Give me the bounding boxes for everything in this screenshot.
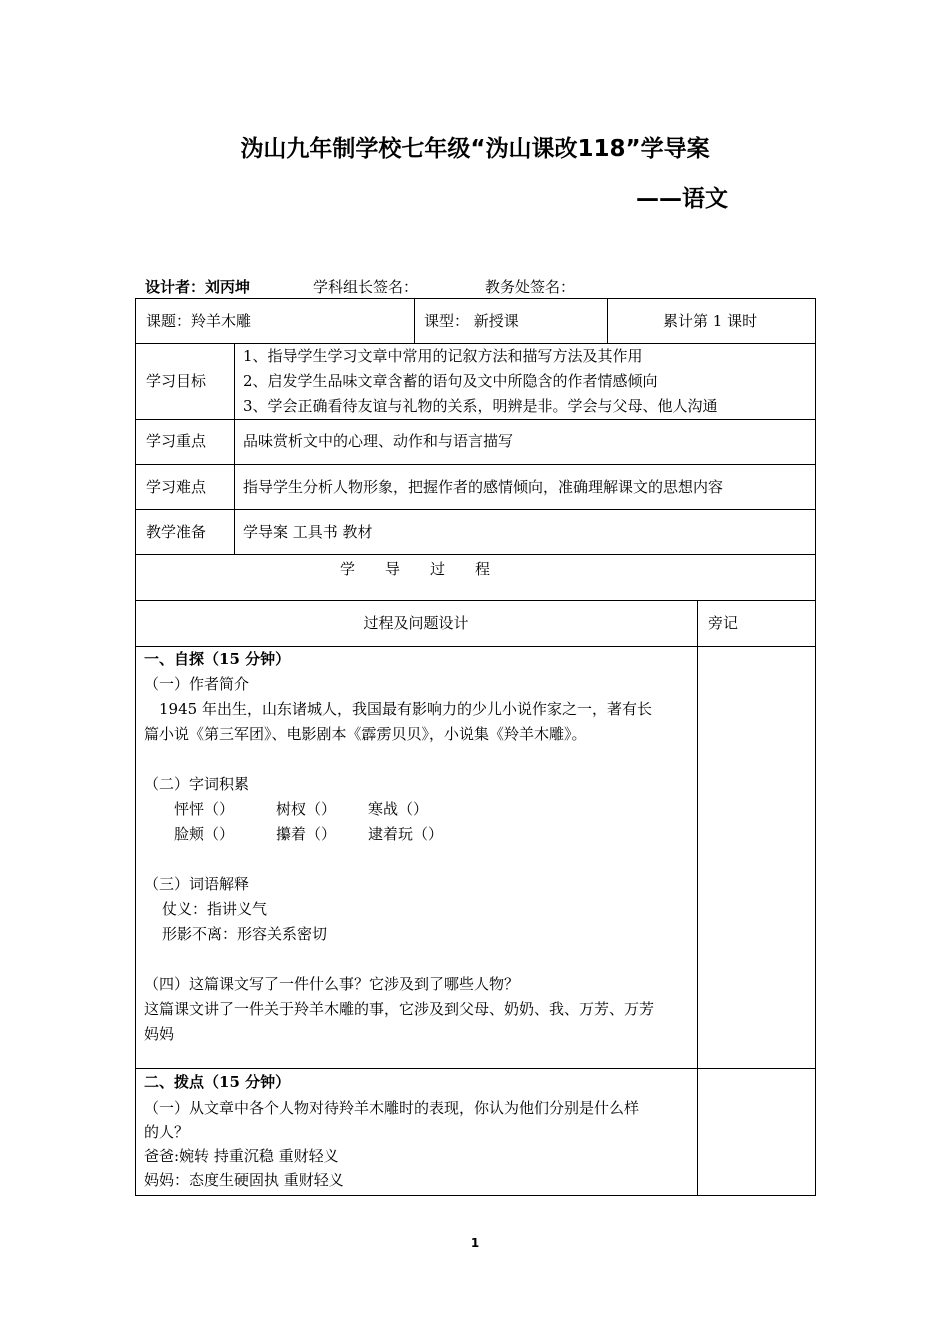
goal-item: 2、启发学生品味文章含蓄的语句及文中所隐含的作者情感倾向: [243, 372, 658, 390]
page-title: 沩山九年制学校七年级“沩山课改118”学导案: [240, 136, 710, 162]
key-points-label: 学习重点: [146, 432, 207, 450]
vocabulary-item: 攥着（）: [276, 825, 337, 843]
key-points-text: 品味赏析文中的心理、动作和与语言描写: [243, 432, 514, 450]
vocabulary-item: 逮着玩（）: [368, 825, 444, 843]
notes-column-header: 旁记: [708, 614, 739, 632]
question-heading: （四）这篇课文写了一件什么事？它涉及到了哪些人物？: [144, 975, 520, 993]
preparation-text: 学导案 工具书 教材: [243, 523, 373, 541]
section-guidance: [135, 1068, 697, 1196]
answer-mom: 妈妈：态度生硬固执 重财轻义: [144, 1171, 344, 1189]
design-column-header: 过程及问题设计: [363, 614, 469, 632]
topic-label: 课题：羚羊木雕: [146, 312, 252, 330]
question-answer: 妈妈: [144, 1025, 175, 1043]
page-subtitle: ——语文: [636, 186, 728, 212]
section-title: 一、自探（15 分钟）: [144, 650, 291, 668]
author-heading: （一）作者简介: [144, 675, 250, 693]
difficult-points-text: 指导学生分析人物形象，把握作者的感情倾向，准确理解课文的思想内容: [243, 478, 724, 496]
explanation-heading: （三）词语解释: [144, 875, 250, 893]
vocabulary-heading: （二）字词积累: [144, 775, 250, 793]
lesson-hours-label: 累计第 1 课时: [663, 312, 758, 330]
section-title: 二、拨点（15 分钟）: [144, 1073, 291, 1091]
designer-signature: 设计者：刘丙坤: [145, 278, 251, 296]
explanation-item: 形影不离：形容关系密切: [162, 925, 328, 943]
subject-leader-signature: 学科组长签名：: [313, 278, 419, 296]
lesson-type-label: 课型： 新授课: [424, 312, 519, 330]
goal-item: 1、指导学生学习文章中常用的记叙方法和描写方法及其作用: [243, 347, 643, 365]
author-text: 1945 年出生，山东诸城人，我国最有影响力的少儿小说作家之一，著有长: [144, 700, 652, 718]
vocabulary-item: 怦怦（）: [174, 800, 235, 818]
question-text: 的人？: [144, 1123, 190, 1141]
process-heading: 学 导 过 程: [339, 560, 490, 578]
answer-dad: 爸爸:婉转 持重沉稳 重财轻义: [144, 1147, 339, 1165]
question-answer: 这篇课文讲了一件关于羚羊木雕的事，它涉及到父母、奶奶、我、万芳、万芳: [144, 1000, 655, 1018]
explanation-item: 仗义：指讲义气: [162, 900, 268, 918]
section-self-explore: [135, 646, 697, 1068]
difficult-points-label: 学习难点: [146, 478, 207, 496]
preparation-label: 教学准备: [146, 523, 207, 541]
author-text: 篇小说《第三军团》、电影剧本《霹雳贝贝》，小说集《羚羊木雕》。: [144, 725, 587, 743]
academic-office-signature: 教务处签名：: [485, 278, 576, 296]
vocabulary-item: 脸颊（）: [174, 825, 235, 843]
goals-label: 学习目标: [146, 372, 207, 390]
question-text: （一）从文章中各个人物对待羚羊木雕时的表现，你认为他们分别是什么样: [144, 1099, 640, 1117]
vocabulary-item: 树杈（）: [276, 800, 337, 818]
vocabulary-item: 寒战（）: [368, 800, 429, 818]
goal-item: 3、学会正确看待友谊与礼物的关系，明辨是非。学会与父母、他人沟通: [243, 397, 718, 415]
page-number: 1: [470, 1236, 480, 1250]
